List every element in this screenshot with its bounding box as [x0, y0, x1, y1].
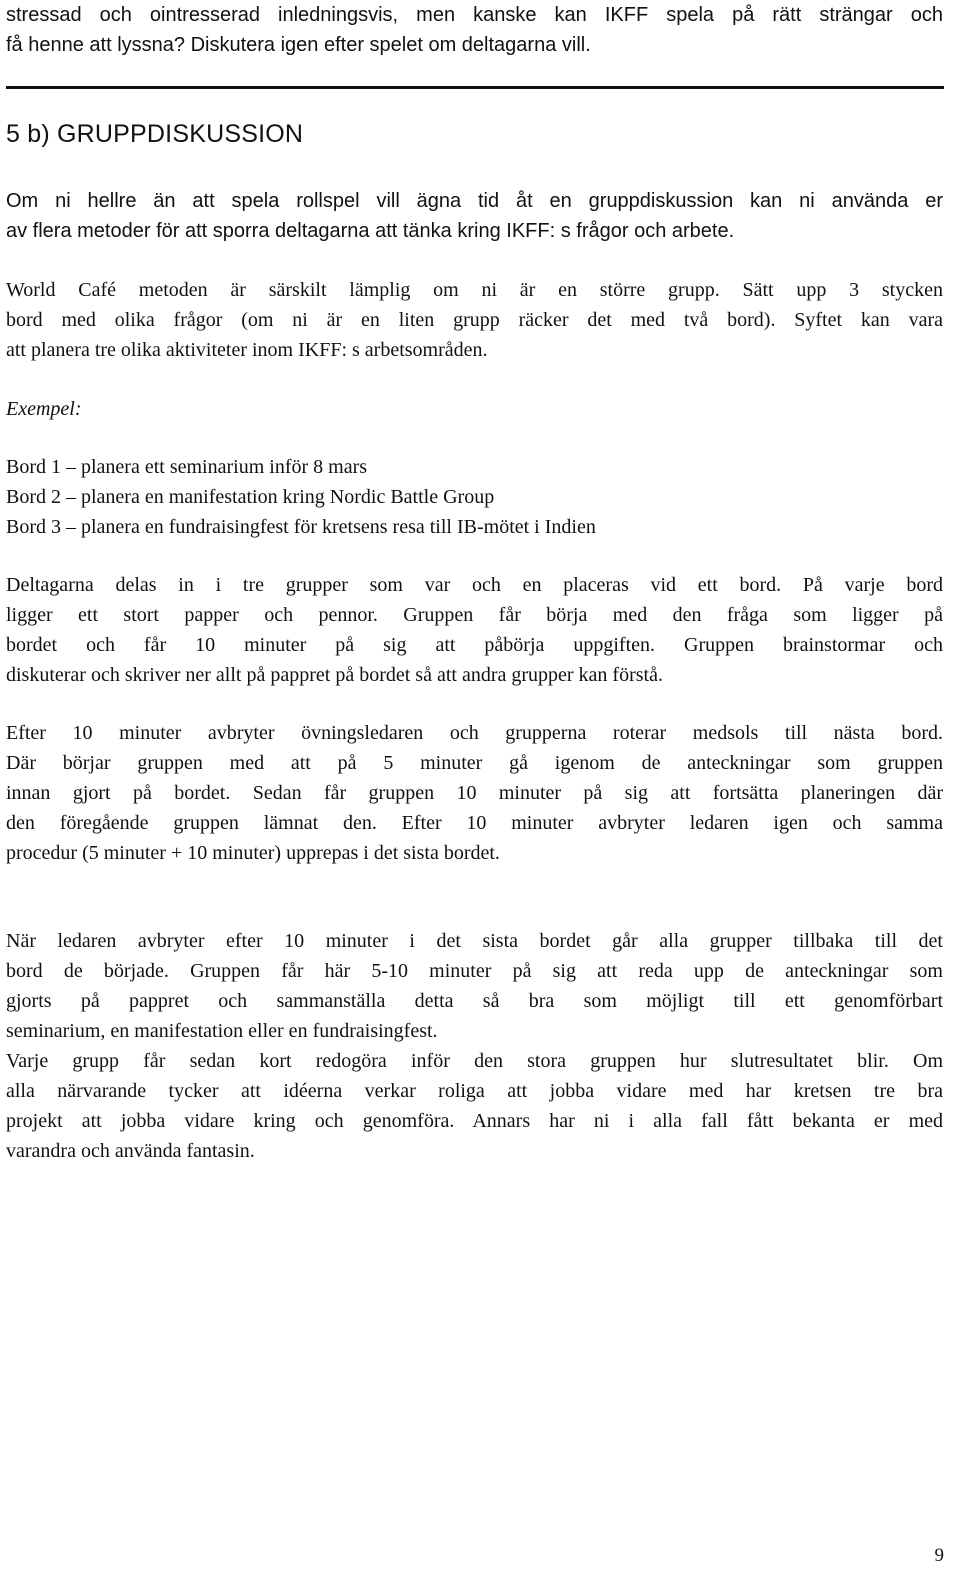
paragraph-4-line-4: den föregående gruppen lämnat den. Efter 10 minuter avbryter ledaren igen och samma: [6, 812, 943, 834]
table-list: [6, 452, 596, 542]
paragraph-1-line-1: Om ni hellre än att spela rollspel vill ägna tid åt en gruppdiskussion kan ni använda er: [6, 190, 943, 212]
paragraph-6-line-3: projekt att jobba vidare kring och genomföra. Annars har ni i alla fall fått bekanta er med: [6, 1110, 943, 1132]
paragraph-2-line-1: World Café metoden är särskilt lämplig om ni är en större grupp. Sätt upp 3 stycken: [6, 279, 943, 301]
intro-line-2: få henne att lyssna? Diskutera igen efter spelet om deltagarna vill.: [6, 34, 591, 56]
paragraph-5-line-3: gjorts på pappret och sammanställa detta så bra som möjligt till ett genomförbart: [6, 990, 943, 1012]
paragraph-4-line-5: procedur (5 minuter + 10 minuter) upprepas i det sista bordet.: [6, 842, 500, 864]
paragraph-3: [6, 570, 943, 690]
paragraph-2: [6, 275, 943, 365]
paragraph-5-line-1: När ledaren avbryter efter 10 minuter i det sista bordet går alla grupper tillbaka till det: [6, 930, 943, 952]
paragraph-3-line-4: diskuterar och skriver ner allt på pappret på bordet så att andra grupper kan förstå.: [6, 664, 663, 686]
paragraph-6-line-4: varandra och använda fantasin.: [6, 1140, 255, 1162]
table-item-2: Bord 2 – planera en manifestation kring Nordic Battle Group: [6, 486, 495, 508]
paragraph-2-line-3: att planera tre olika aktiviteter inom IKFF: s arbetsområden.: [6, 339, 488, 361]
table-item-1: Bord 1 – planera ett seminarium inför 8 mars: [6, 456, 368, 478]
intro-line-1: stressad och ointresserad inledningsvis, men kanske kan IKFF spela på rätt strängar och: [6, 4, 943, 26]
paragraph-5-line-2: bord de började. Gruppen får här 5-10 minuter på sig att reda upp de anteckningar som: [6, 960, 943, 982]
table-item-3: Bord 3 – planera en fundraisingfest för kretsens resa till IB-mötet i Indien: [6, 516, 596, 538]
paragraph-3-line-1: Deltagarna delas in i tre grupper som var och en placeras vid ett bord. På varje bord: [6, 574, 943, 596]
paragraph-3-line-2: ligger ett stort papper och pennor. Gruppen får börja med den fråga som ligger på: [6, 604, 943, 626]
paragraph-4-line-2: Där börjar gruppen med att på 5 minuter gå igenom de anteckningar som gruppen: [6, 752, 943, 774]
paragraph-5: [6, 926, 943, 1046]
paragraph-2-line-2: bord med olika frågor (om ni är en liten grupp räcker det med två bord). Syftet kan vara: [6, 309, 943, 331]
paragraph-4: [6, 718, 943, 868]
paragraph-4-line-3: innan gjort på bordet. Sedan får gruppen 10 minuter på sig att fortsätta planeringen där: [6, 782, 943, 804]
section-divider: [6, 86, 944, 89]
paragraph-5-line-4: seminarium, en manifestation eller en fundraisingfest.: [6, 1020, 438, 1042]
example-label: Exempel:: [6, 398, 82, 420]
paragraph-3-line-3: bordet och får 10 minuter på sig att påbörja uppgiften. Gruppen brainstormar och: [6, 634, 943, 656]
paragraph-1-line-2: av flera metoder för att sporra deltagarna att tänka kring IKFF: s frågor och arbete.: [6, 220, 735, 242]
paragraph-4-line-1: Efter 10 minuter avbryter övningsledaren och grupperna roterar medsols till nästa bord.: [6, 722, 943, 744]
section-heading: 5 b) GRUPPDISKUSSION: [6, 120, 304, 148]
paragraph-6-line-1: Varje grupp får sedan kort redogöra inför den stora gruppen hur slutresultatet blir. Om: [6, 1050, 943, 1072]
intro-paragraph: [6, 0, 943, 60]
paragraph-6-line-2: alla närvarande tycker att idéerna verkar roliga att jobba vidare med har kretsen tre bra: [6, 1080, 943, 1102]
paragraph-1: [6, 186, 943, 246]
page-number: 9: [934, 1545, 944, 1566]
paragraph-6: [6, 1046, 943, 1166]
